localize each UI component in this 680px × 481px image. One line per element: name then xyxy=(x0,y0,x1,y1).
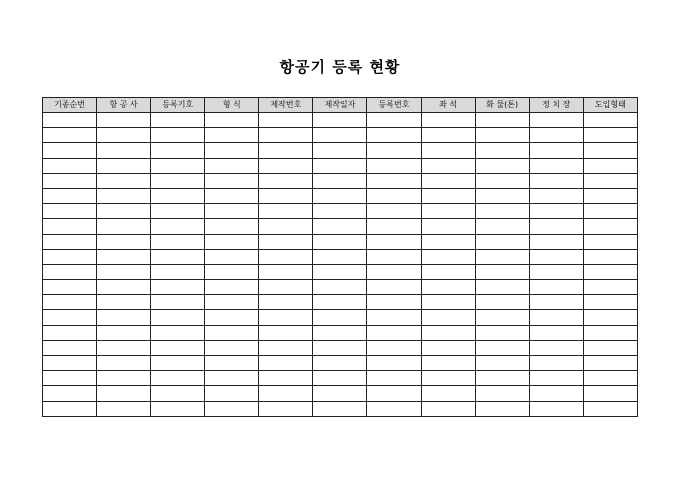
table-row xyxy=(43,280,638,295)
table-cell[interactable] xyxy=(259,219,313,234)
table-header-row xyxy=(43,98,638,113)
table-row xyxy=(43,264,638,279)
table-cell[interactable] xyxy=(583,356,637,371)
table-cell[interactable] xyxy=(583,128,637,143)
table-cell[interactable] xyxy=(583,158,637,173)
table-cell[interactable] xyxy=(97,128,151,143)
table-cell[interactable] xyxy=(529,386,583,401)
page-title: 항공기 등록 현황 xyxy=(279,58,401,76)
column-header-label: 등록번호 xyxy=(378,100,410,109)
table-cell[interactable] xyxy=(421,280,475,295)
table-cell[interactable] xyxy=(313,264,367,279)
table-cell[interactable] xyxy=(259,371,313,386)
table-cell[interactable] xyxy=(475,295,529,310)
table-cell[interactable] xyxy=(151,310,205,325)
table-cell[interactable] xyxy=(421,401,475,416)
table-cell[interactable] xyxy=(151,204,205,219)
table-cell[interactable] xyxy=(43,249,97,264)
table-cell[interactable] xyxy=(151,340,205,355)
table-cell[interactable] xyxy=(583,264,637,279)
table-cell[interactable] xyxy=(205,280,259,295)
table-cell[interactable] xyxy=(421,371,475,386)
table-cell[interactable] xyxy=(367,401,421,416)
table-cell[interactable] xyxy=(313,188,367,203)
table-cell[interactable] xyxy=(313,310,367,325)
table-cell[interactable] xyxy=(259,188,313,203)
table-cell[interactable] xyxy=(43,371,97,386)
table-cell[interactable] xyxy=(259,401,313,416)
table-cell[interactable] xyxy=(313,128,367,143)
table-cell[interactable] xyxy=(583,204,637,219)
table-cell[interactable] xyxy=(43,128,97,143)
table-cell[interactable] xyxy=(475,340,529,355)
table-cell[interactable] xyxy=(313,280,367,295)
table-cell[interactable] xyxy=(43,234,97,249)
table-cell[interactable] xyxy=(151,113,205,128)
table-cell[interactable] xyxy=(421,249,475,264)
table-cell[interactable] xyxy=(313,204,367,219)
table-cell[interactable] xyxy=(529,325,583,340)
table-cell[interactable] xyxy=(583,295,637,310)
column-header-label: 등록기호 xyxy=(162,100,194,109)
column-header-label: 좌 석 xyxy=(439,100,458,109)
table-cell[interactable] xyxy=(97,371,151,386)
column-header xyxy=(475,98,529,113)
table-cell[interactable] xyxy=(475,173,529,188)
table-cell[interactable] xyxy=(205,340,259,355)
table-cell[interactable] xyxy=(259,234,313,249)
table-cell[interactable] xyxy=(205,188,259,203)
table-cell[interactable] xyxy=(205,249,259,264)
column-header-label: 항 공 사 xyxy=(109,100,138,109)
table-row xyxy=(43,310,638,325)
table-cell[interactable] xyxy=(43,356,97,371)
table-cell[interactable] xyxy=(151,173,205,188)
table-cell[interactable] xyxy=(475,249,529,264)
table-cell[interactable] xyxy=(205,234,259,249)
table-cell[interactable] xyxy=(43,401,97,416)
table-cell[interactable] xyxy=(259,325,313,340)
table-cell[interactable] xyxy=(43,173,97,188)
table-cell[interactable] xyxy=(529,264,583,279)
table-cell[interactable] xyxy=(151,249,205,264)
table-cell[interactable] xyxy=(529,295,583,310)
table-cell[interactable] xyxy=(259,158,313,173)
table-cell[interactable] xyxy=(313,386,367,401)
table-cell[interactable] xyxy=(205,143,259,158)
column-header xyxy=(151,98,205,113)
table-cell[interactable] xyxy=(151,234,205,249)
table-cell[interactable] xyxy=(367,234,421,249)
table-cell[interactable] xyxy=(97,325,151,340)
table-cell[interactable] xyxy=(259,386,313,401)
table-cell[interactable] xyxy=(421,340,475,355)
table-cell[interactable] xyxy=(205,295,259,310)
column-header xyxy=(313,98,367,113)
table-cell[interactable] xyxy=(313,234,367,249)
table-cell[interactable] xyxy=(97,204,151,219)
table-cell[interactable] xyxy=(583,371,637,386)
table-cell[interactable] xyxy=(313,401,367,416)
column-header-label: 형 식 xyxy=(222,100,241,109)
table-cell[interactable] xyxy=(205,204,259,219)
table-cell[interactable] xyxy=(205,113,259,128)
table-cell[interactable] xyxy=(259,295,313,310)
table-cell[interactable] xyxy=(259,143,313,158)
table-cell[interactable] xyxy=(367,188,421,203)
table-cell[interactable] xyxy=(421,310,475,325)
table-cell[interactable] xyxy=(43,340,97,355)
table-cell[interactable] xyxy=(151,401,205,416)
table-cell[interactable] xyxy=(529,249,583,264)
column-header-label: 도입형태 xyxy=(594,100,626,109)
table-cell[interactable] xyxy=(205,219,259,234)
table-cell[interactable] xyxy=(529,340,583,355)
table-cell[interactable] xyxy=(421,264,475,279)
column-header xyxy=(421,98,475,113)
table-row xyxy=(43,295,638,310)
table-cell[interactable] xyxy=(205,356,259,371)
table-cell[interactable] xyxy=(583,234,637,249)
column-header xyxy=(529,98,583,113)
table-cell[interactable] xyxy=(421,295,475,310)
table-cell[interactable] xyxy=(529,219,583,234)
table-row xyxy=(43,113,638,128)
table-cell[interactable] xyxy=(259,128,313,143)
table-row xyxy=(43,204,638,219)
table-row xyxy=(43,325,638,340)
table-cell[interactable] xyxy=(367,113,421,128)
table-row xyxy=(43,158,638,173)
aircraft-registration-table xyxy=(42,97,638,417)
table-cell[interactable] xyxy=(529,113,583,128)
table-cell[interactable] xyxy=(583,340,637,355)
table-cell[interactable] xyxy=(97,158,151,173)
table-cell[interactable] xyxy=(529,356,583,371)
table-cell[interactable] xyxy=(205,264,259,279)
table-cell[interactable] xyxy=(421,143,475,158)
table-cell[interactable] xyxy=(259,204,313,219)
table-cell[interactable] xyxy=(151,264,205,279)
table-cell[interactable] xyxy=(367,280,421,295)
table-cell[interactable] xyxy=(43,204,97,219)
table-cell[interactable] xyxy=(313,340,367,355)
table-cell[interactable] xyxy=(475,310,529,325)
table-cell[interactable] xyxy=(313,249,367,264)
table-cell[interactable] xyxy=(97,219,151,234)
table-row xyxy=(43,219,638,234)
table-cell[interactable] xyxy=(421,173,475,188)
column-header-label: 기종순번 xyxy=(54,100,85,109)
table-row xyxy=(43,234,638,249)
table-cell[interactable] xyxy=(475,264,529,279)
table-cell[interactable] xyxy=(205,310,259,325)
table-cell[interactable] xyxy=(475,386,529,401)
table-cell[interactable] xyxy=(97,401,151,416)
table-cell[interactable] xyxy=(43,188,97,203)
table-cell[interactable] xyxy=(475,158,529,173)
table-cell[interactable] xyxy=(583,386,637,401)
table-row xyxy=(43,401,638,416)
table-cell[interactable] xyxy=(43,295,97,310)
table-cell[interactable] xyxy=(367,356,421,371)
table-cell[interactable] xyxy=(475,188,529,203)
table-cell[interactable] xyxy=(313,356,367,371)
table-cell[interactable] xyxy=(421,158,475,173)
table-cell[interactable] xyxy=(43,113,97,128)
table-cell[interactable] xyxy=(475,356,529,371)
table-cell[interactable] xyxy=(43,310,97,325)
table-cell[interactable] xyxy=(205,371,259,386)
table-cell[interactable] xyxy=(475,325,529,340)
table-cell[interactable] xyxy=(313,158,367,173)
table-cell[interactable] xyxy=(259,340,313,355)
table-cell[interactable] xyxy=(367,371,421,386)
table-cell[interactable] xyxy=(421,128,475,143)
table-cell[interactable] xyxy=(367,340,421,355)
table-cell[interactable] xyxy=(97,295,151,310)
table-cell[interactable] xyxy=(151,280,205,295)
table-cell[interactable] xyxy=(421,113,475,128)
column-header-label: 제작번호 xyxy=(270,100,302,109)
table-cell[interactable] xyxy=(475,113,529,128)
table-cell[interactable] xyxy=(97,143,151,158)
table-cell[interactable] xyxy=(475,219,529,234)
table-cell[interactable] xyxy=(97,340,151,355)
table-cell[interactable] xyxy=(259,356,313,371)
table-cell[interactable] xyxy=(97,356,151,371)
table-cell[interactable] xyxy=(421,356,475,371)
column-header xyxy=(205,98,259,113)
table-cell[interactable] xyxy=(43,143,97,158)
table-cell[interactable] xyxy=(367,143,421,158)
table-cell[interactable] xyxy=(421,386,475,401)
table-cell[interactable] xyxy=(529,234,583,249)
table-cell[interactable] xyxy=(151,386,205,401)
table-cell[interactable] xyxy=(43,158,97,173)
table-cell[interactable] xyxy=(151,356,205,371)
table-cell[interactable] xyxy=(259,310,313,325)
table-cell[interactable] xyxy=(529,128,583,143)
table-cell[interactable] xyxy=(367,310,421,325)
table-cell[interactable] xyxy=(97,264,151,279)
table-cell[interactable] xyxy=(97,234,151,249)
table-cell[interactable] xyxy=(367,249,421,264)
table-row xyxy=(43,249,638,264)
table-cell[interactable] xyxy=(97,173,151,188)
table-cell[interactable] xyxy=(97,249,151,264)
table-cell[interactable] xyxy=(43,280,97,295)
table-cell[interactable] xyxy=(367,173,421,188)
table-cell[interactable] xyxy=(259,280,313,295)
table-cell[interactable] xyxy=(313,173,367,188)
column-header-label: 제작일자 xyxy=(324,100,356,109)
table-cell[interactable] xyxy=(259,173,313,188)
column-header xyxy=(583,98,637,113)
table-cell[interactable] xyxy=(583,249,637,264)
table-cell[interactable] xyxy=(97,386,151,401)
table-cell[interactable] xyxy=(583,219,637,234)
table-cell[interactable] xyxy=(421,219,475,234)
table-cell[interactable] xyxy=(367,386,421,401)
table-cell[interactable] xyxy=(313,371,367,386)
table-cell[interactable] xyxy=(529,310,583,325)
table-row xyxy=(43,356,638,371)
table-cell[interactable] xyxy=(205,386,259,401)
table-row xyxy=(43,173,638,188)
table-cell[interactable] xyxy=(421,204,475,219)
table-cell[interactable] xyxy=(43,264,97,279)
table-cell[interactable] xyxy=(583,325,637,340)
table-cell[interactable] xyxy=(421,325,475,340)
table-cell[interactable] xyxy=(475,280,529,295)
table-cell[interactable] xyxy=(583,280,637,295)
table-row xyxy=(43,143,638,158)
table-cell[interactable] xyxy=(97,310,151,325)
table-cell[interactable] xyxy=(97,113,151,128)
table-body xyxy=(43,113,638,417)
table-cell[interactable] xyxy=(259,249,313,264)
table-cell[interactable] xyxy=(205,128,259,143)
table-cell[interactable] xyxy=(313,219,367,234)
table-cell[interactable] xyxy=(367,264,421,279)
table-cell[interactable] xyxy=(97,188,151,203)
table-cell[interactable] xyxy=(151,188,205,203)
table-cell[interactable] xyxy=(367,204,421,219)
table-cell[interactable] xyxy=(421,234,475,249)
table-cell[interactable] xyxy=(151,158,205,173)
table-cell[interactable] xyxy=(259,264,313,279)
table-row xyxy=(43,386,638,401)
table-cell[interactable] xyxy=(529,158,583,173)
table-cell[interactable] xyxy=(583,188,637,203)
table-cell[interactable] xyxy=(259,113,313,128)
table-cell[interactable] xyxy=(367,325,421,340)
table-row xyxy=(43,188,638,203)
table-cell[interactable] xyxy=(583,173,637,188)
table-cell[interactable] xyxy=(205,401,259,416)
table-cell[interactable] xyxy=(205,173,259,188)
table-row xyxy=(43,128,638,143)
column-header xyxy=(97,98,151,113)
table-cell[interactable] xyxy=(475,234,529,249)
table-cell[interactable] xyxy=(475,128,529,143)
table-cell[interactable] xyxy=(475,401,529,416)
table-cell[interactable] xyxy=(529,280,583,295)
table-cell[interactable] xyxy=(205,158,259,173)
table-cell[interactable] xyxy=(313,295,367,310)
table-cell[interactable] xyxy=(529,371,583,386)
column-header xyxy=(367,98,421,113)
column-header-label: 화 물(톤) xyxy=(486,100,519,109)
table-cell[interactable] xyxy=(367,219,421,234)
table-cell[interactable] xyxy=(367,158,421,173)
table-cell[interactable] xyxy=(43,219,97,234)
table-cell[interactable] xyxy=(583,143,637,158)
table-cell[interactable] xyxy=(475,371,529,386)
table-cell[interactable] xyxy=(205,325,259,340)
table-cell[interactable] xyxy=(151,295,205,310)
table-cell[interactable] xyxy=(529,401,583,416)
table-cell[interactable] xyxy=(43,386,97,401)
table-cell[interactable] xyxy=(97,280,151,295)
table-cell[interactable] xyxy=(151,219,205,234)
table-cell[interactable] xyxy=(583,401,637,416)
column-header-label: 정 치 장 xyxy=(542,100,571,109)
column-header xyxy=(43,98,97,113)
table-row xyxy=(43,340,638,355)
table-cell[interactable] xyxy=(421,188,475,203)
table-cell[interactable] xyxy=(367,295,421,310)
table-cell[interactable] xyxy=(583,310,637,325)
table-cell[interactable] xyxy=(43,325,97,340)
table-cell[interactable] xyxy=(367,128,421,143)
table-cell[interactable] xyxy=(529,143,583,158)
table-row xyxy=(43,371,638,386)
table-cell[interactable] xyxy=(583,113,637,128)
table-cell[interactable] xyxy=(313,113,367,128)
table-cell[interactable] xyxy=(475,143,529,158)
table-cell[interactable] xyxy=(313,325,367,340)
table-cell[interactable] xyxy=(151,325,205,340)
table-cell[interactable] xyxy=(151,128,205,143)
table-cell[interactable] xyxy=(475,204,529,219)
table-cell[interactable] xyxy=(313,143,367,158)
column-header xyxy=(259,98,313,113)
table-cell[interactable] xyxy=(151,143,205,158)
table-cell[interactable] xyxy=(529,204,583,219)
table-cell[interactable] xyxy=(529,188,583,203)
table-cell[interactable] xyxy=(151,371,205,386)
table-cell[interactable] xyxy=(529,173,583,188)
